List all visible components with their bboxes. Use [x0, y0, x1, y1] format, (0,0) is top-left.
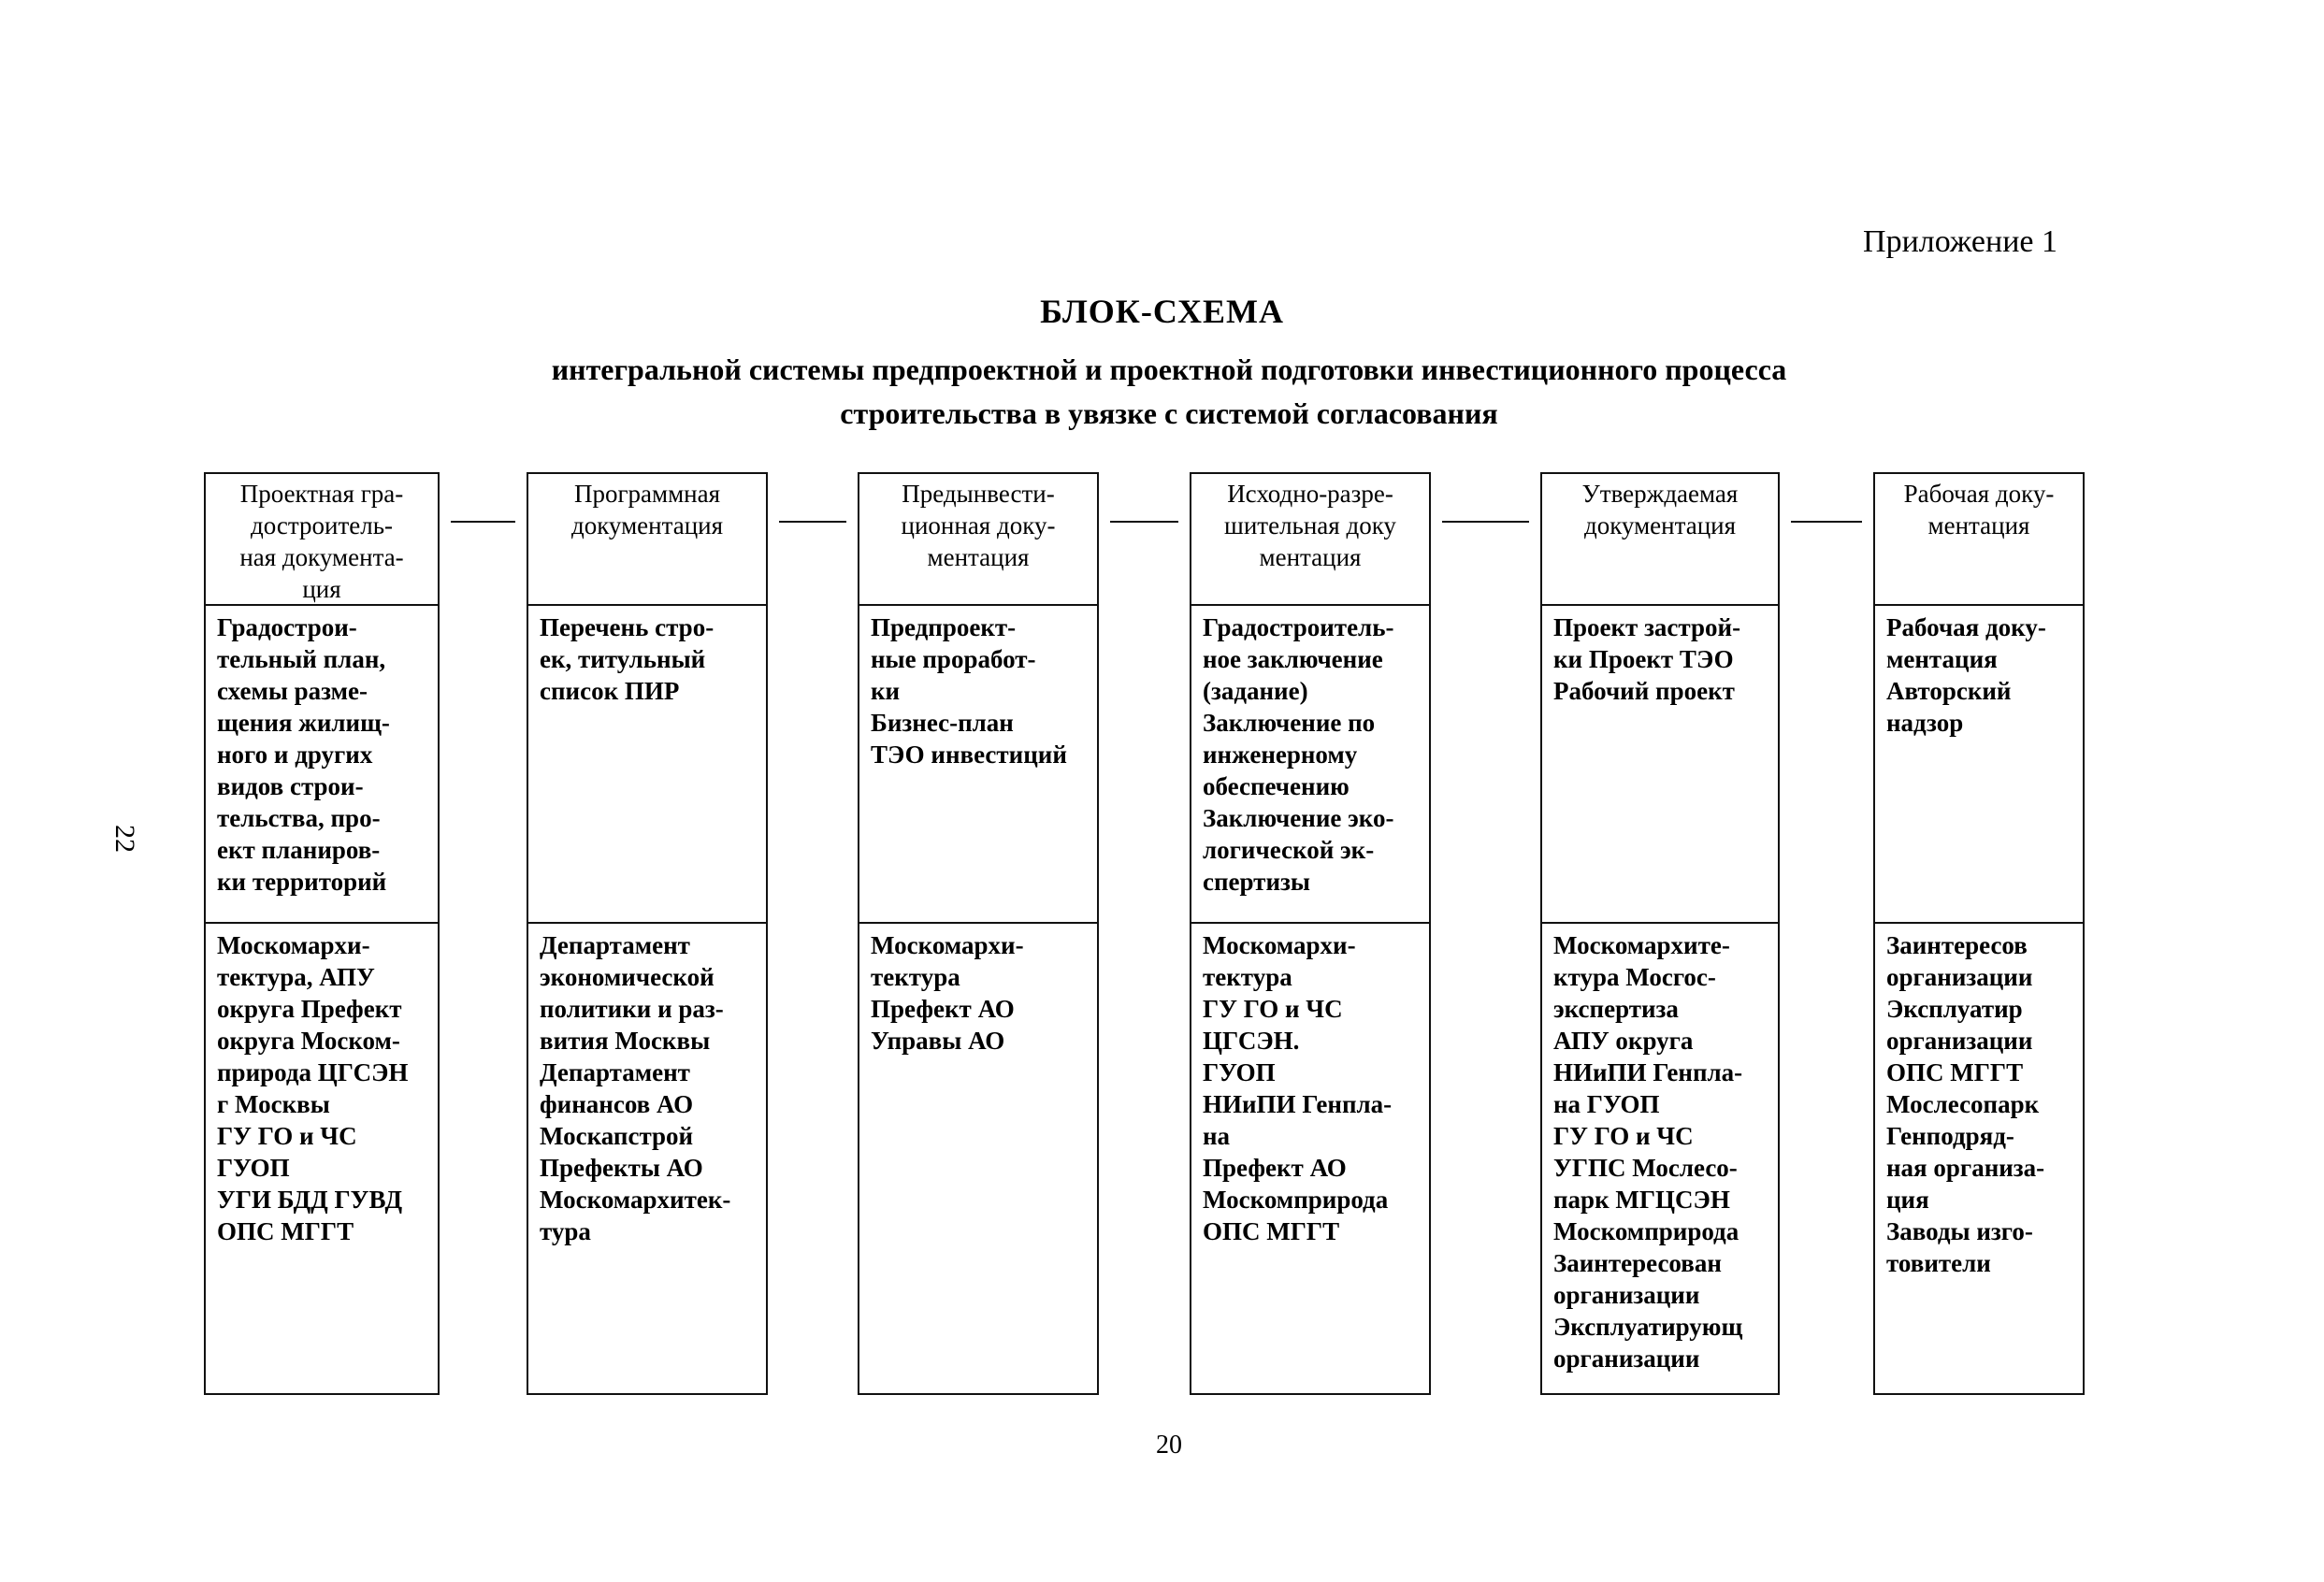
header-line: Программная	[573, 480, 721, 508]
header-line: ционная доку-	[901, 511, 1056, 539]
documents-line: ТЭО инвестиций	[871, 741, 1067, 769]
organizations-line: Москапстрой	[540, 1122, 694, 1150]
documents-line: ного и других	[217, 741, 373, 769]
column-5-documents	[1542, 604, 1778, 922]
documents-line: Бизнес-план	[871, 709, 1014, 737]
column-2-header	[528, 474, 766, 604]
header-line: ментация	[1259, 543, 1362, 571]
documents-line: ек, титульный	[540, 645, 706, 673]
organizations-line: тектура, АПУ	[217, 963, 375, 991]
organizations-line: тектура	[871, 963, 960, 991]
connector-line	[451, 521, 515, 523]
organizations-line: Эксплуатир	[1886, 995, 2023, 1023]
documents-line: ки Проект ТЭО	[1553, 645, 1734, 673]
column-2-documents	[528, 604, 766, 922]
organizations-line: политики и раз-	[540, 995, 724, 1023]
documents-line: обеспечению	[1203, 772, 1350, 800]
column-2-organizations	[528, 922, 766, 1393]
documents-line: инженерному	[1203, 741, 1358, 769]
organizations-line: вития Москвы	[540, 1027, 711, 1055]
organizations-line: тура	[540, 1217, 591, 1245]
header-line: Рабочая доку-	[1903, 480, 2055, 508]
column-5-header	[1542, 474, 1778, 604]
organizations-line: экономической	[540, 963, 715, 991]
organizations-line: Москомархи-	[217, 931, 370, 959]
column-4-organizations	[1191, 922, 1429, 1393]
organizations-line: Заинтересован	[1553, 1249, 1722, 1277]
organizations-line: Заводы изго-	[1886, 1217, 2033, 1245]
page-title: БЛОК-СХЕМА	[1040, 293, 1284, 330]
header-line: Утверждаемая	[1581, 480, 1739, 508]
column-1-header	[206, 474, 438, 604]
column-3	[858, 472, 1099, 1395]
documents-line: схемы разме-	[217, 677, 368, 705]
connector-line	[1110, 521, 1178, 523]
header-line: достроитель-	[250, 511, 394, 539]
column-5-organizations	[1542, 922, 1778, 1393]
documents-line: спертизы	[1203, 868, 1310, 896]
organizations-line: ЦГСЭН.	[1203, 1027, 1300, 1055]
documents-line: (задание)	[1203, 677, 1308, 705]
header-line: ментация	[927, 543, 1030, 571]
header-line: шительная доку	[1224, 511, 1396, 539]
connector-line	[1442, 521, 1529, 523]
organizations-line: товители	[1886, 1249, 1991, 1277]
column-2	[527, 472, 768, 1395]
header-line: Предынвести-	[902, 480, 1055, 508]
organizations-line: экспертиза	[1553, 995, 1679, 1023]
organizations-line: округа Моском-	[217, 1027, 400, 1055]
column-6-header	[1875, 474, 2083, 604]
column-6-organizations	[1875, 922, 2083, 1393]
organizations-line: ГУ ГО и ЧС	[1553, 1122, 1694, 1150]
documents-line: Авторский	[1886, 677, 2012, 705]
header-line: Исходно-разре-	[1227, 480, 1393, 508]
organizations-line: организации	[1553, 1345, 1700, 1373]
organizations-line: природа ЦГСЭН	[217, 1058, 409, 1086]
documents-line: ное заключение	[1203, 645, 1383, 673]
column-4-header	[1191, 474, 1429, 604]
organizations-line: ОПС МГГТ	[1203, 1217, 1340, 1245]
organizations-line: организации	[1553, 1281, 1700, 1309]
documents-line: Градостроитель-	[1203, 613, 1394, 641]
organizations-line: УГИ БДД ГУВД	[217, 1186, 403, 1214]
organizations-line: Департамент	[540, 931, 690, 959]
organizations-line: ГУОП	[1203, 1058, 1276, 1086]
column-3-header	[859, 474, 1097, 604]
column-5	[1540, 472, 1780, 1395]
organizations-line: Генподряд-	[1886, 1122, 2014, 1150]
appendix-label: Приложение 1	[1863, 224, 2057, 259]
organizations-line: Управы АО	[871, 1027, 1005, 1055]
documents-line: список ПИР	[540, 677, 680, 705]
column-3-documents	[859, 604, 1097, 922]
documents-line: Заключение эко-	[1203, 804, 1394, 832]
organizations-line: Москомархите-	[1553, 931, 1730, 959]
column-4-documents	[1191, 604, 1429, 922]
column-6	[1873, 472, 2085, 1395]
column-1	[204, 472, 440, 1395]
header-line: ная документа-	[239, 543, 404, 571]
page-subtitle	[281, 348, 2057, 436]
organizations-line: Префекты АО	[540, 1154, 703, 1182]
subtitle-line-2: строительства в увязке с системой согласования	[840, 396, 1498, 430]
organizations-line: организации	[1886, 963, 2033, 991]
header-line: документация	[570, 511, 724, 539]
column-6-documents	[1875, 604, 2083, 922]
documents-line: ки	[871, 677, 901, 705]
organizations-line: финансов АО	[540, 1090, 694, 1118]
organizations-line: ция	[1886, 1186, 1929, 1214]
organizations-line: Москомприрода	[1553, 1217, 1739, 1245]
column-1-documents	[206, 604, 438, 922]
organizations-line: ОПС МГГТ	[1886, 1058, 2024, 1086]
documents-line: Проект застрой-	[1553, 613, 1741, 641]
organizations-line: Эксплуатирующ	[1553, 1313, 1743, 1341]
organizations-line: Заинтересов	[1886, 931, 2028, 959]
organizations-line: г Москвы	[217, 1090, 330, 1118]
documents-line: ные проработ-	[871, 645, 1036, 673]
documents-line: ментация	[1886, 645, 1998, 673]
documents-line: ки территорий	[217, 868, 387, 896]
documents-line: Предпроект-	[871, 613, 1017, 641]
organizations-line: АПУ округа	[1553, 1027, 1694, 1055]
organizations-line: тектура	[1203, 963, 1292, 991]
column-1-organizations	[206, 922, 438, 1393]
documents-line: тельства, про-	[217, 804, 381, 832]
organizations-line: НИиПИ Генпла-	[1203, 1090, 1393, 1118]
connector-line	[779, 521, 846, 523]
documents-line: логической эк-	[1203, 836, 1375, 864]
documents-line: Рабочая доку-	[1886, 613, 2046, 641]
organizations-line: Москомприрода	[1203, 1186, 1389, 1214]
documents-line: щения жилищ-	[217, 709, 390, 737]
page-number: 20	[1156, 1431, 1182, 1460]
documents-line: тельный план,	[217, 645, 386, 673]
header-line: документация	[1583, 511, 1737, 539]
organizations-line: парк МГЦСЭН	[1553, 1186, 1730, 1214]
organizations-line: округа Префект	[217, 995, 402, 1023]
organizations-line: ГУ ГО и ЧС	[1203, 995, 1343, 1023]
documents-line: видов строи-	[217, 772, 364, 800]
header-line: ция	[302, 575, 341, 603]
organizations-line: на	[1203, 1122, 1231, 1150]
organizations-line: Москомархи-	[1203, 931, 1356, 959]
organizations-line: УГПС Мослесо-	[1553, 1154, 1738, 1182]
documents-line: ект планиров-	[217, 836, 381, 864]
organizations-line: ная организа-	[1886, 1154, 2045, 1182]
side-page-number: 22	[109, 825, 140, 853]
organizations-line: Департамент	[540, 1058, 690, 1086]
organizations-line: организации	[1886, 1027, 2033, 1055]
organizations-line: ГУОП	[217, 1154, 290, 1182]
organizations-line: Москомархитек-	[540, 1186, 731, 1214]
organizations-line: ОПС МГГТ	[217, 1217, 354, 1245]
subtitle-line-1: интегральной системы предпроектной и проектной подготовки инвестиционного процесса	[551, 352, 1787, 386]
header-line: ментация	[1927, 511, 2030, 539]
header-line: Проектная гра-	[239, 480, 404, 508]
column-3-organizations	[859, 922, 1097, 1393]
documents-line: Рабочий проект	[1553, 677, 1735, 705]
organizations-line: ГУ ГО и ЧС	[217, 1122, 357, 1150]
documents-line: Градострои-	[217, 613, 357, 641]
organizations-line: НИиПИ Генпла-	[1553, 1058, 1743, 1086]
column-4	[1190, 472, 1431, 1395]
organizations-line: Мослесопарк	[1886, 1090, 2040, 1118]
organizations-line: на ГУОП	[1553, 1090, 1660, 1118]
organizations-line: Москомархи-	[871, 931, 1024, 959]
organizations-line: Префект АО	[1203, 1154, 1347, 1182]
organizations-line: ктура Мосгос-	[1553, 963, 1716, 991]
organizations-line: Префект АО	[871, 995, 1015, 1023]
documents-line: надзор	[1886, 709, 1964, 737]
documents-line: Заключение по	[1203, 709, 1376, 737]
connector-line	[1791, 521, 1862, 523]
documents-line: Перечень стро-	[540, 613, 715, 641]
